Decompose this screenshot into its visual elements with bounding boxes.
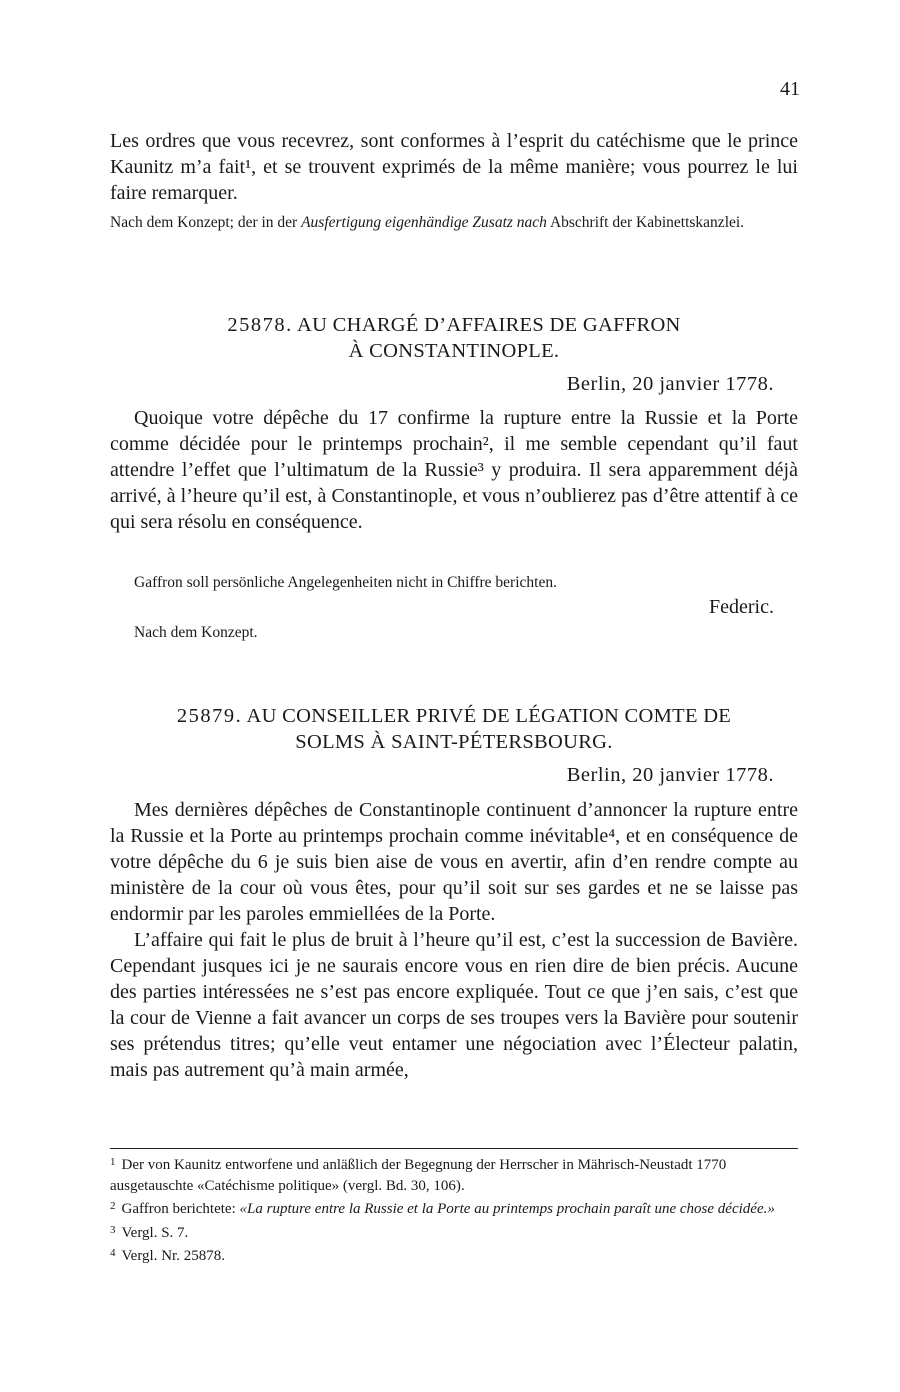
letter-25878-body [110, 405, 798, 535]
footnote-3 [110, 1220, 798, 1244]
footnote-mark: 4 [110, 1247, 116, 1259]
footnote-divider [110, 1148, 798, 1149]
source-note-suffix: Abschrift der Kabinettskanzlei. [546, 214, 745, 231]
letter-25879-heading [110, 703, 798, 755]
page-number: 41 [780, 78, 800, 100]
letter-number: 25878. [227, 314, 293, 336]
footnote-2 [110, 1196, 798, 1220]
letter-25878-dateline: Berlin, 20 janvier 1778. [566, 373, 774, 395]
letter-25879-paragraph-2: L’affaire qui fait le plus de bruit à l’heure qu’il est, c’est la succession de Bavière. Cependant jusques ici je ne saurais encore vous en rien dire de bien précis. Aucune des parties intéressées ne s’est pas encore expliquée. Tout ce que j’en sais, c’est que la cour de Vienne a fait avancer un corps de ses troupes vers la Bavière pour soutenir ses prétendus titres; qu’elle veut entamer une négociation avec l’Électeur palatin, mais pas autrement qu’à main armée, [110, 929, 798, 1081]
letter-number: 25879. [176, 705, 243, 727]
top-section [110, 128, 798, 233]
footnote-1 [110, 1152, 798, 1196]
heading-line-2: SOLMS À SAINT-PÉTERSBOURG. [295, 731, 613, 753]
footnote-mark: 3 [110, 1223, 116, 1236]
letter-25878-source-note: Nach dem Konzept. [134, 624, 258, 641]
footnote-text: Vergl. S. 7. [121, 1224, 189, 1241]
footnote-quote: «La rupture entre la Russie et la Porte au printemps prochain paraît une chose décidée.» [239, 1201, 775, 1217]
footnotes [110, 1152, 798, 1267]
source-note-italic: Ausfertigung eigenhändige Zusatz nach [301, 214, 547, 231]
footnote-text: Der von Kaunitz entworfene und anläßlich der Begegnung der Herrscher in Mährisch-Neustadt 1770 ausgetauschte «Catéchisme politique» (vergl. Bd. 30, 106). [110, 1157, 727, 1194]
source-note-prefix: Nach dem Konzept; der in der [110, 214, 302, 231]
heading-line-1: AU CONSEILLER PRIVÉ DE LÉGATION COMTE DE [246, 705, 732, 727]
letter-25878-note-block [110, 572, 798, 593]
signature: Federic. [709, 596, 774, 618]
footnote-prefix: Gaffron berichtete: [121, 1201, 240, 1217]
letter-25879-body [110, 797, 798, 1083]
footnote-4 [110, 1243, 798, 1267]
heading-line-2: À CONSTANTINOPLE. [348, 340, 560, 362]
letter-25878-note: Gaffron soll persönliche Angelegenheiten nicht in Chiffre berichten. [134, 574, 557, 591]
letter-25878-paragraph: Quoique votre dépêche du 17 confirme la rupture entre la Russie et la Porte comme décidée pour le printemps prochain², il me semble cependant qu’il faut attendre l’effet que l’ultimatum de la Russie³ y produira. Il sera apparemment déjà arrivé, à l’heure qu’il est, à Constantinople, et vous n’oublierez pas d’être attentif à ce qui sera résolu en conséquence. [110, 407, 798, 533]
letter-25878-heading [110, 312, 798, 364]
source-note-top [110, 212, 798, 233]
letter-25879-dateline: Berlin, 20 janvier 1778. [566, 764, 774, 786]
letter-25878-source-block [110, 622, 798, 643]
footnote-mark: 1 [110, 1156, 116, 1168]
continuation-paragraph: Les ordres que vous recevrez, sont conformes à l’esprit du catéchisme que le prince Kaunitz m’a fait¹, et se trouvent exprimés de la même manière; vous pourrez le lui faire remarquer. [110, 130, 798, 204]
heading-line-1: AU CHARGÉ D’AFFAIRES DE GAFFRON [297, 314, 681, 336]
letter-25879-paragraph-1: Mes dernières dépêches de Constantinople continuent d’annoncer la rupture entre la Russie et la Porte au printemps prochain comme inévitable⁴, et en conséquence de votre dépêche du 6 je suis bien aise de vous en avertir, afin d’en rendre compte au ministère de la cour où vous êtes, pour qu’il soit sur ses gardes et ne se laisse pas endormir par les paroles emmiellées de la Porte. [110, 799, 798, 925]
footnote-mark: 2 [110, 1200, 116, 1212]
footnote-text: Vergl. Nr. 25878. [121, 1248, 225, 1264]
